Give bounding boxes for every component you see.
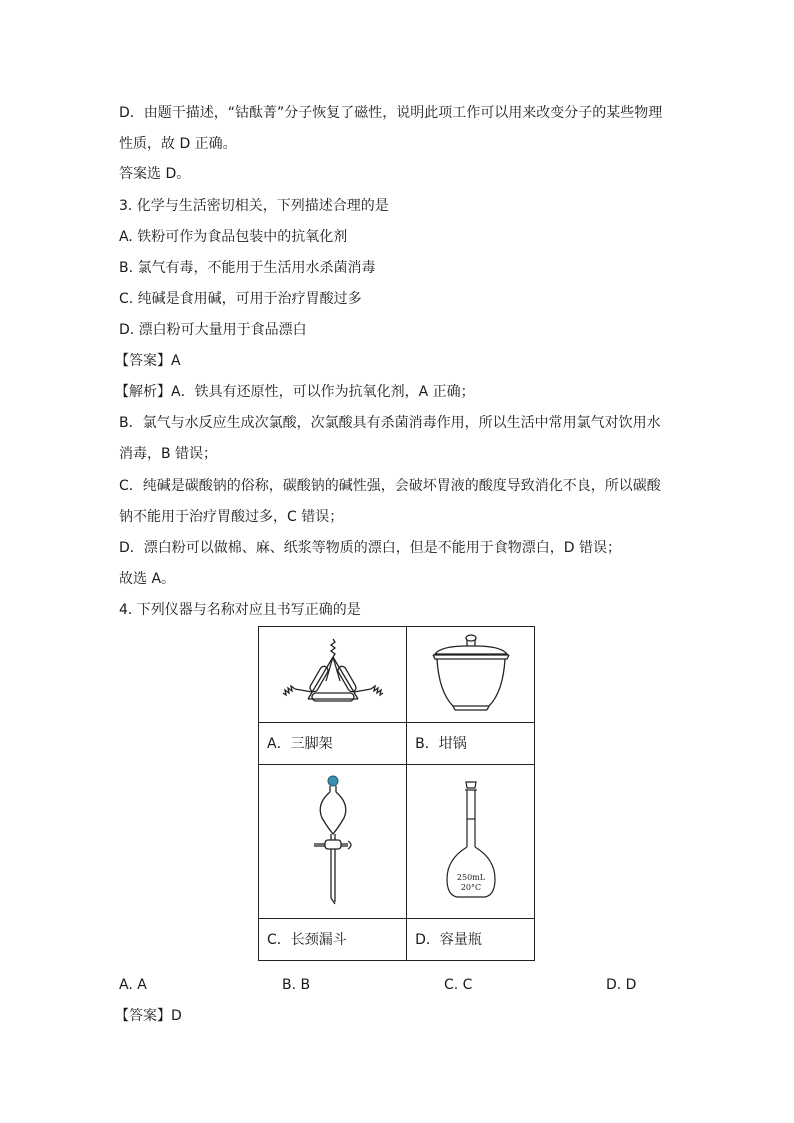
instrument-a-label: A．三脚架 <box>259 723 407 765</box>
question-3-option-b: B. 氯气有毒，不能用于生活用水杀菌消毒 <box>119 260 376 276</box>
text-line: 故选 A。 <box>119 571 176 587</box>
volumetric-flask-icon <box>441 779 501 904</box>
separatory-funnel-icon <box>308 774 358 909</box>
text-line: B．氯气与水反应生成次氯酸，次氯酸具有杀菌消毒作用，所以生活中常用氯气对饮用水 <box>119 415 661 431</box>
crucible-cell <box>407 627 535 723</box>
question-3-option-a: A. 铁粉可作为食品包装中的抗氧化剂 <box>119 229 348 245</box>
question-4-option-c: C. C <box>444 977 473 993</box>
text-line: D．漂白粉可以做棉、麻、纸浆等物质的漂白，但是不能用于食物漂白，D 错误； <box>119 540 622 556</box>
question-4-answer: 【答案】D <box>115 1008 182 1024</box>
clay-triangle-icon <box>278 635 388 715</box>
instrument-b-label: B．坩锅 <box>407 723 535 765</box>
question-3-analysis: 【解析】A．铁具有还原性，可以作为抗氧化剂，A 正确； <box>115 384 475 400</box>
question-4-stem: 4. 下列仪器与名称对应且书写正确的是 <box>119 602 361 618</box>
volumetric-flask-cell <box>407 765 535 919</box>
text-line: D．由题干描述，“钴酞菁”分子恢复了磁性，说明此项工作可以用来改变分子的某些物理 <box>119 105 663 121</box>
question-4-option-a: A. A <box>119 977 147 993</box>
crucible-icon <box>421 630 521 720</box>
instrument-c-label: C．长颈漏斗 <box>259 919 407 961</box>
flask-volume-label: 250mL <box>456 873 485 882</box>
text-line: 钠不能用于治疗胃酸过多，C 错误； <box>119 509 344 525</box>
text-line: 答案选 D。 <box>119 166 191 182</box>
instrument-table <box>258 626 535 961</box>
question-3-stem: 3. 化学与生活密切相关，下列描述合理的是 <box>119 198 389 214</box>
question-4-option-b: B. B <box>282 977 311 993</box>
text-line: 消毒，B 错误； <box>119 446 218 462</box>
question-3-answer: 【答案】A <box>115 353 181 369</box>
separatory-funnel-cell <box>259 765 407 919</box>
question-3-option-c: C. 纯碱是食用碱，可用于治疗胃酸过多 <box>119 291 362 307</box>
clay-triangle-cell <box>259 627 407 723</box>
text-line: C．纯碱是碳酸钠的俗称，碳酸钠的碱性强，会破坏胃液的酸度导致消化不良，所以碳酸 <box>119 478 661 494</box>
question-4-option-d: D. D <box>606 977 637 993</box>
question-3-option-d: D. 漂白粉可大量用于食品漂白 <box>119 322 307 338</box>
instrument-d-label: D．容量瓶 <box>407 919 535 961</box>
flask-temperature-label: 20°C <box>460 883 481 892</box>
text-line: 性质，故 D 正确。 <box>119 136 237 152</box>
